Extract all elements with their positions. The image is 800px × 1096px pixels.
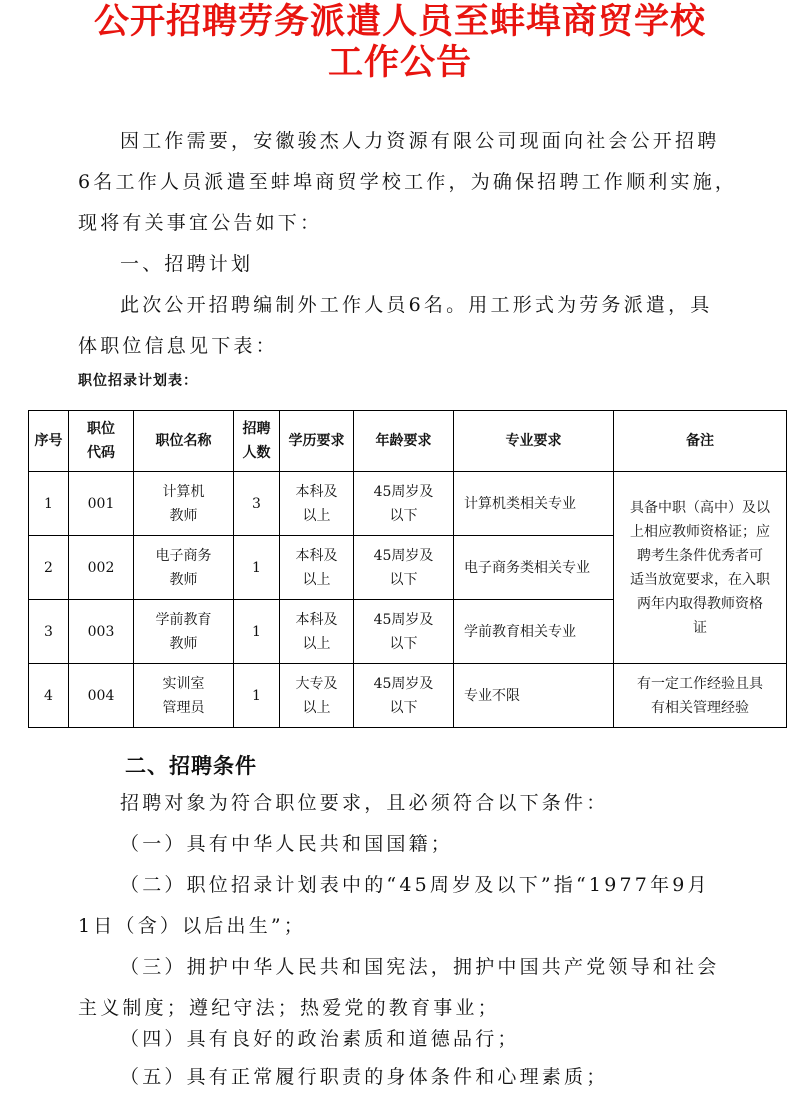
cell-age-line2: 以下	[389, 507, 418, 524]
header-edu: 学历要求	[280, 411, 354, 472]
section1-line2: 体职位信息见下表：	[78, 335, 278, 357]
note-shared-line2: 上相应教师资格证；应	[630, 523, 770, 540]
condition-item-1: （一）具有中华人民共和国国籍；	[120, 833, 454, 855]
cell-code: 001	[69, 472, 134, 536]
cell-name	[134, 664, 234, 728]
header-code-line1: 职位	[87, 421, 115, 437]
note-row4-line2: 有相关管理经验	[651, 699, 749, 716]
cell-edu-line2: 以上	[302, 507, 331, 524]
table-label: 职位招录计划表：	[78, 373, 198, 389]
condition-item-4: （四）具有良好的政治素质和道德品行；	[120, 1028, 520, 1050]
cell-name-line2: 教师	[169, 635, 198, 652]
header-major: 专业要求	[454, 411, 614, 472]
condition-item-5: （五）具有正常履行职责的身体条件和心理素质；	[120, 1066, 609, 1088]
note-row4-line1: 有一定工作经验且具	[637, 675, 763, 692]
cell-edu-line1: 大专及	[295, 675, 338, 692]
section2-heading: 二、招聘条件	[125, 754, 257, 778]
cell-name	[134, 600, 234, 664]
intro-line3: 现将有关事宜公告如下：	[78, 212, 323, 234]
document-title-line1: 公开招聘劳务派遣人员至蚌埠商贸学校	[93, 2, 706, 42]
cell-major: 计算机类相关专业	[454, 472, 614, 536]
cell-age-line1: 45周岁及	[373, 483, 434, 500]
cell-seq: 3	[29, 600, 69, 664]
job-plan-table	[28, 410, 787, 728]
cell-name-line2: 管理员	[162, 699, 205, 716]
table-header-row	[29, 411, 787, 472]
note-shared-line3: 聘考生条件优秀者可	[637, 547, 763, 564]
cell-major: 专业不限	[454, 664, 614, 728]
cell-code: 003	[69, 600, 134, 664]
note-shared-line4: 适当放宽要求，在入职	[630, 571, 770, 588]
header-name: 职位名称	[134, 411, 234, 472]
header-seq: 序号	[29, 411, 69, 472]
note-shared-line1: 具备中职（高中）及以	[630, 499, 770, 516]
cell-age	[354, 472, 454, 536]
cell-age	[354, 664, 454, 728]
cell-edu	[280, 472, 354, 536]
cell-major: 学前教育相关专业	[454, 600, 614, 664]
cell-edu-line2: 以上	[302, 699, 331, 716]
cell-name	[134, 472, 234, 536]
section1-heading: 一、招聘计划	[120, 253, 254, 275]
table-row	[29, 664, 787, 728]
cell-seq: 4	[29, 664, 69, 728]
cell-code: 002	[69, 536, 134, 600]
cell-age-line2: 以下	[389, 699, 418, 716]
cell-age-line1: 45周岁及	[373, 611, 434, 628]
cell-note-row4	[614, 664, 787, 728]
cell-name-line1: 学前教育	[155, 611, 212, 628]
header-note: 备注	[614, 411, 787, 472]
cell-major: 电子商务类相关专业	[454, 536, 614, 600]
cell-seq: 2	[29, 536, 69, 600]
condition-item-2-line1: （二）职位招录计划表中的“45周岁及以下”指“1977年9月	[120, 874, 710, 896]
cell-age-line1: 45周岁及	[373, 675, 434, 692]
section1-line1: 此次公开招聘编制外工作人员6名。用工形式为劳务派遣，具	[120, 294, 713, 316]
cell-age-line2: 以下	[389, 571, 418, 588]
cell-name-line1: 电子商务	[155, 547, 212, 564]
cell-count: 1	[234, 600, 280, 664]
cell-count: 3	[234, 472, 280, 536]
header-count	[234, 411, 280, 472]
condition-item-2-line2: 1日（含）以后出生”；	[78, 915, 307, 937]
cell-age-line2: 以下	[389, 635, 418, 652]
cell-edu-line1: 本科及	[295, 611, 338, 628]
header-count-line2: 人数	[242, 445, 271, 461]
cell-age	[354, 600, 454, 664]
cell-name-line1: 实训室	[162, 675, 205, 692]
cell-edu	[280, 600, 354, 664]
cell-edu-line2: 以上	[302, 571, 331, 588]
header-age: 年龄要求	[354, 411, 454, 472]
note-shared-line6: 证	[693, 619, 707, 636]
cell-count: 1	[234, 536, 280, 600]
cell-edu-line1: 本科及	[295, 547, 338, 564]
condition-item-3-line1: （三）拥护中华人民共和国宪法，拥护中国共产党领导和社会	[120, 956, 720, 978]
cell-edu	[280, 664, 354, 728]
header-code	[69, 411, 134, 472]
cell-note-shared	[614, 472, 787, 664]
cell-count: 1	[234, 664, 280, 728]
cell-name	[134, 536, 234, 600]
header-code-line2: 代码	[87, 445, 115, 461]
table-row	[29, 472, 787, 536]
note-shared-line5: 两年内取得教师资格	[637, 595, 763, 612]
cell-name-line2: 教师	[169, 571, 198, 588]
document-title-line2: 工作公告	[327, 43, 472, 83]
header-count-line1: 招聘	[242, 421, 271, 437]
condition-item-3-line2: 主义制度；遵纪守法；热爱党的教育事业；	[78, 997, 500, 1019]
section2-intro: 招聘对象为符合职位要求，且必须符合以下条件：	[120, 792, 609, 814]
cell-age-line1: 45周岁及	[373, 547, 434, 564]
intro-line1: 因工作需要，安徽骏杰人力资源有限公司现面向社会公开招聘	[120, 130, 720, 152]
cell-seq: 1	[29, 472, 69, 536]
cell-edu	[280, 536, 354, 600]
cell-name-line2: 教师	[169, 507, 198, 524]
intro-line2: 6名工作人员派遣至蚌埠商贸学校工作，为确保招聘工作顺利实施，	[78, 171, 738, 193]
cell-name-line1: 计算机	[162, 483, 205, 500]
cell-edu-line1: 本科及	[295, 483, 338, 500]
cell-code: 004	[69, 664, 134, 728]
cell-edu-line2: 以上	[302, 635, 331, 652]
cell-age	[354, 536, 454, 600]
